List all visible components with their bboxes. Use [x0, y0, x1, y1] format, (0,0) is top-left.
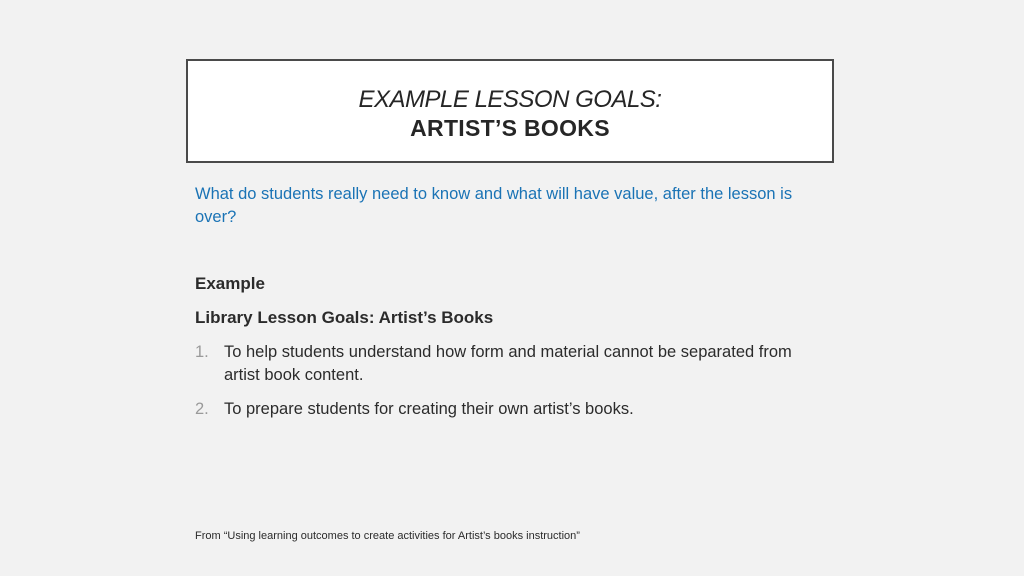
goal-text-1: To help students understand how form and material cannot be separated from artist book content.	[224, 343, 792, 384]
lesson-goals-heading: Library Lesson Goals: Artist’s Books	[195, 308, 494, 327]
goal-item-2	[195, 398, 815, 421]
goal-item-1	[195, 341, 815, 387]
goal-number-1: 1.	[195, 343, 209, 361]
goal-list	[195, 341, 815, 432]
goal-number-2: 2.	[195, 400, 209, 418]
title-box	[186, 59, 834, 163]
slide-title-line1: EXAMPLE LESSON GOALS:	[358, 86, 662, 113]
guiding-question: What do students really need to know and what will have value, after the lesson is over?	[195, 185, 793, 226]
source-citation: From “Using learning outcomes to create activities for Artist’s books instruction”	[195, 530, 580, 542]
goal-text-2: To prepare students for creating their own artist’s books.	[224, 400, 634, 418]
slide-title-line2: ARTIST’S BOOKS	[410, 115, 610, 141]
example-heading: Example	[195, 274, 265, 293]
